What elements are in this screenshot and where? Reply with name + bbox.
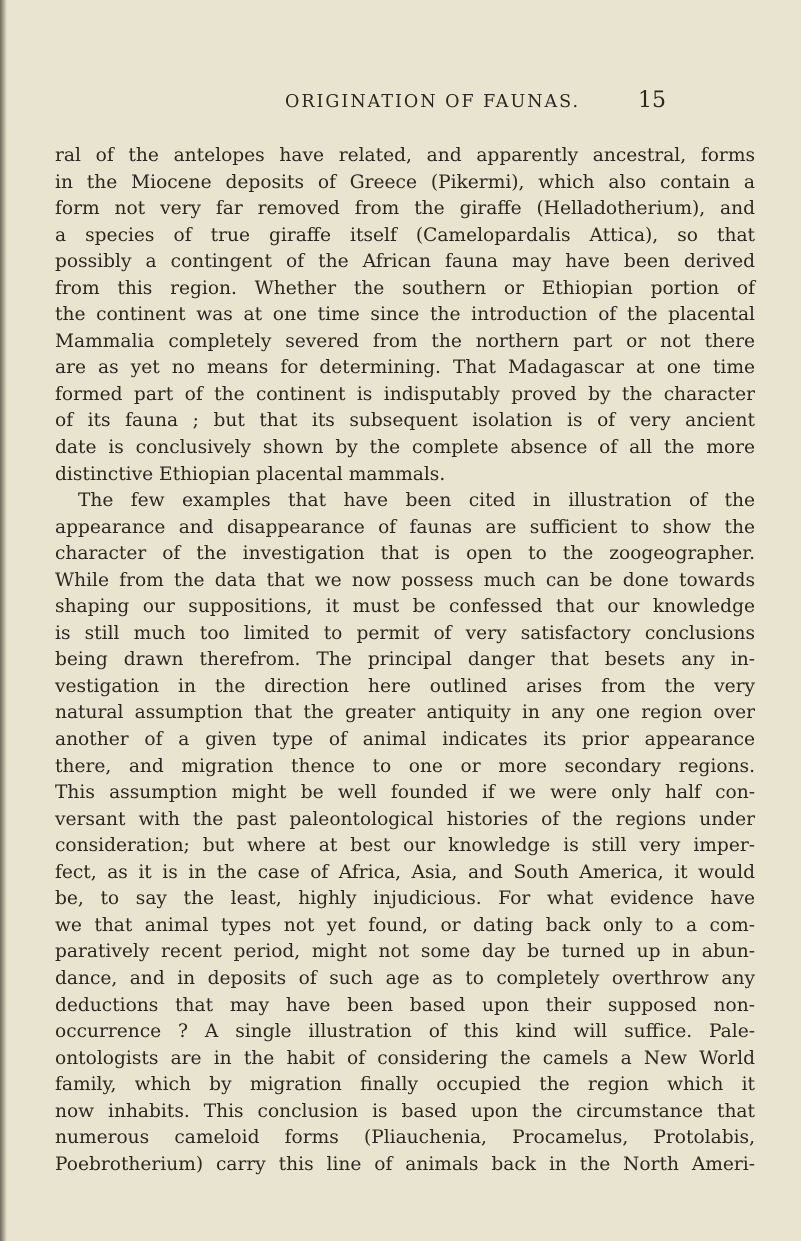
text-line: is still much too limited to permit of very satisfactory conclusions [55, 622, 755, 644]
page-header [0, 88, 801, 122]
text-line: of its fauna ; but that its subsequent isolation is of very ancient [55, 410, 755, 432]
paragraph-end-line: distinctive Ethiopian placental mammals. [55, 463, 446, 485]
text-line: form not very far removed from the giraffe (Helladotherium), and [55, 198, 755, 220]
text-line: paratively recent period, might not some day be turned up in abun- [55, 941, 755, 963]
text-line: family, which by migration finally occupied the region which it [55, 1074, 755, 1096]
text-line: deductions that may have been based upon their supposed non- [55, 994, 755, 1016]
text-line: natural assumption that the greater antiquity in any one region over [55, 702, 755, 724]
text-line: date is conclusively shown by the complete absence of all the more [55, 437, 755, 459]
page-number: 15 [638, 88, 666, 113]
text-line: This assumption might be well founded if we were only half con- [55, 782, 755, 804]
page-binding-edge [0, 0, 7, 1241]
text-line: ral of the antelopes have related, and apparently ancestral, forms [55, 145, 755, 166]
text-line: from this region. Whether the southern or Ethiopian portion of [55, 277, 755, 299]
text-line: the continent was at one time since the introduction of the placental [55, 304, 755, 326]
text-line: occurrence ? A single illustration of this kind will suffice. Pale- [55, 1021, 755, 1043]
text-line: another of a given type of animal indicates its prior appearance [55, 729, 755, 751]
text-line: consideration; but where at best our knowledge is still very imper- [55, 835, 755, 857]
paragraph-start-line: The few examples that have been cited in illustration of the [78, 490, 755, 512]
text-line: dance, and in deposits of such age as to completely overthrow any [55, 967, 755, 989]
text-line: fect, as it is in the case of Africa, Asia, and South America, it would [55, 861, 755, 883]
text-line: versant with the past paleontological histories of the regions under [55, 808, 755, 830]
text-line: a species of true giraffe itself (Camelopardalis Attica), so that [55, 224, 755, 246]
text-line: ontologists are in the habit of considering the camels a New World [55, 1047, 755, 1069]
text-line: Mammalia completely severed from the northern part or not there [55, 330, 755, 352]
text-line: shaping our suppositions, it must be confessed that our knowledge [55, 596, 755, 618]
text-line: be, to say the least, highly injudicious. For what evidence have [55, 888, 755, 910]
text-line: numerous cameloid forms (Pliauchenia, Procamelus, Protolabis, [55, 1127, 755, 1149]
text-line: vestigation in the direction here outlined arises from the very [55, 675, 755, 697]
text-line: being drawn therefrom. The principal danger that besets any in- [55, 649, 755, 671]
text-line: there, and migration thence to one or more secondary regions. [55, 755, 755, 777]
text-line: Poebrotherium) carry this line of animals back in the North Ameri- [55, 1153, 755, 1175]
text-line: possibly a contingent of the African fauna may have been derived [55, 251, 755, 273]
body-text [55, 143, 755, 1178]
running-head: ORIGINATION OF FAUNAS. [285, 92, 581, 112]
text-line: formed part of the continent is indisputably proved by the character [55, 383, 755, 405]
text-line: character of the investigation that is open to the zoogeographer. [55, 543, 755, 565]
text-line: we that animal types not yet found, or dating back only to a com- [55, 914, 755, 936]
text-line: now inhabits. This conclusion is based upon the circumstance that [55, 1100, 755, 1122]
text-line: in the Miocene deposits of Greece (Pikermi), which also contain a [55, 171, 755, 193]
text-line: While from the data that we now possess much can be done towards [55, 569, 755, 591]
text-line: are as yet no means for determining. That Madagascar at one time [55, 357, 755, 379]
text-line: appearance and disappearance of faunas are sufficient to show the [55, 516, 755, 538]
